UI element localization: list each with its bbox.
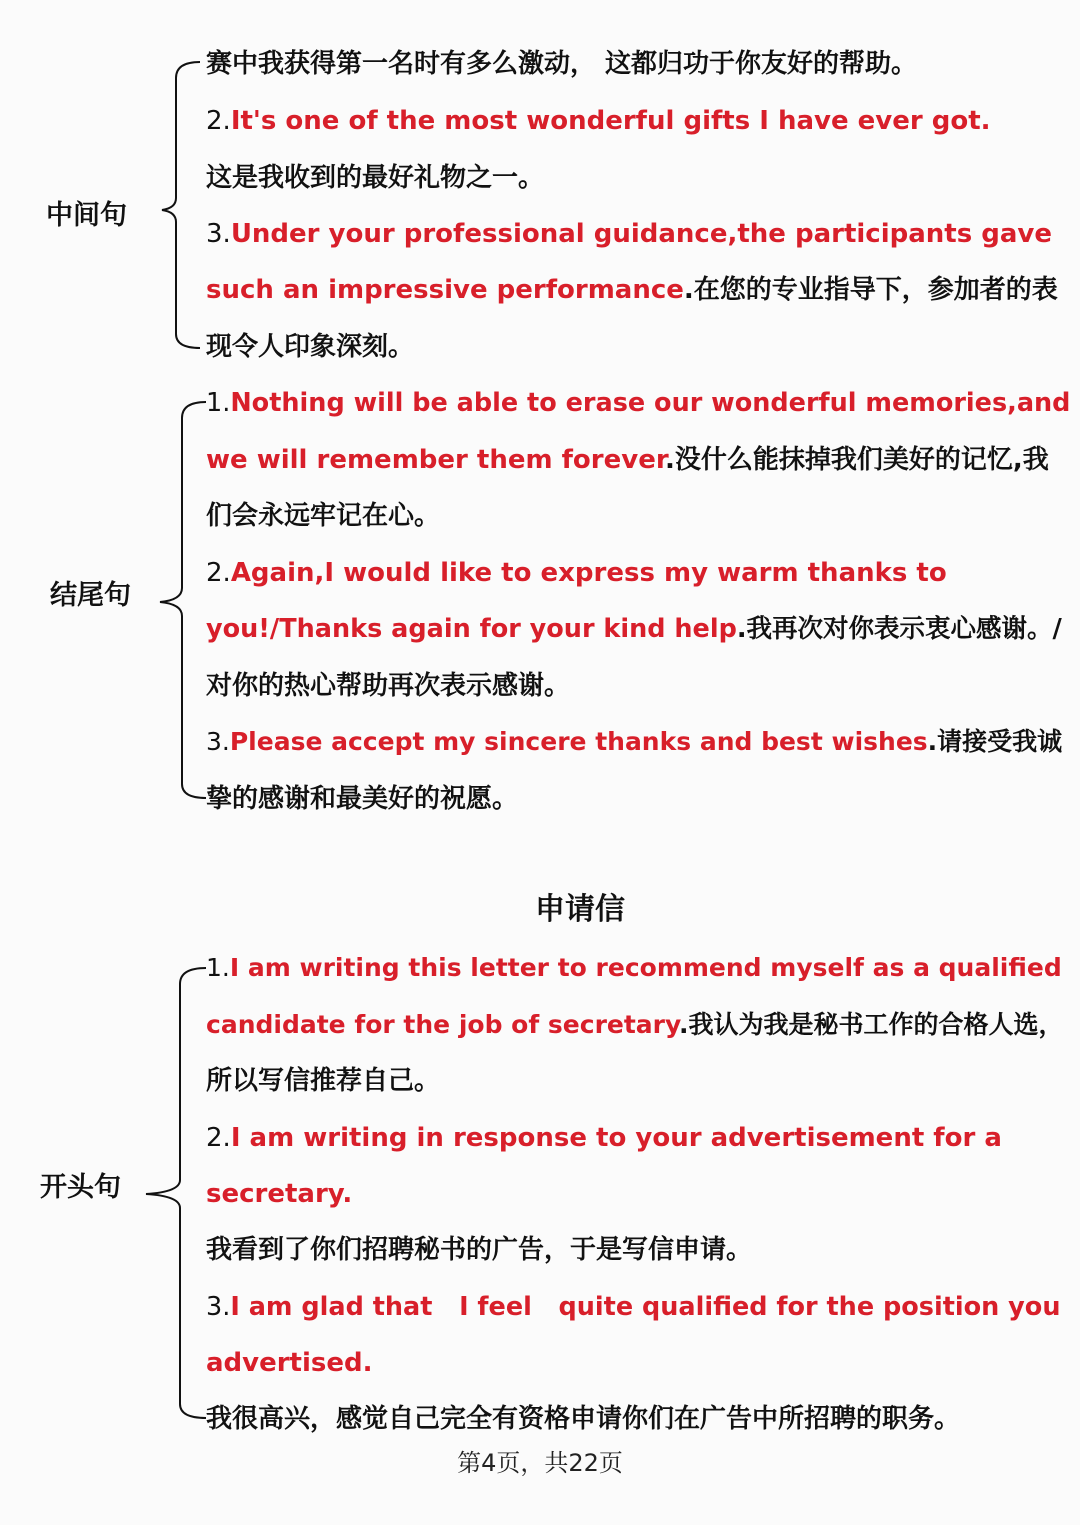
en-text: advertised. — [206, 1348, 373, 1378]
ending-line-7 — [206, 779, 518, 819]
section-label-opening: 开头句 — [40, 1172, 121, 1203]
item-number: 1. — [206, 388, 231, 418]
en-text: I am writing in response to your advertisement for a — [230, 1123, 1002, 1153]
cn-text: 挚的感谢和最美好的祝愿。 — [206, 784, 519, 814]
en-text: Nothing will be able to erase our wonderful memories,and — [230, 388, 1071, 418]
opening-line-7 — [206, 1343, 373, 1383]
en-text: Again,I would like to express my warm thanks to — [230, 558, 947, 588]
middle-line-2 — [206, 158, 544, 198]
opening-line-6 — [206, 1287, 1060, 1327]
cn-text: .没什么能抹掉我们美好的记忆,我 — [664, 445, 1049, 475]
en-text: secretary. — [206, 1179, 353, 1209]
en-text: you!/Thanks again for your kind help — [206, 614, 737, 644]
en-text: I am writing this letter to recommend myself as a qualified — [229, 953, 1062, 982]
opening-brace — [146, 968, 206, 1418]
cn-text: 我看到了你们招聘秘书的广告，于是写信申请。 — [206, 1235, 753, 1265]
item-number: 3. — [206, 727, 230, 756]
middle-line-3 — [206, 214, 1052, 254]
section-title-application: 申请信 — [535, 892, 625, 927]
opening-line-3 — [206, 1118, 1002, 1158]
cn-text: .在您的专业指导下，参加者的表 — [683, 275, 1058, 305]
en-text: candidate for the job of secretary — [206, 1010, 680, 1039]
en-text: such an impressive performance — [206, 275, 684, 305]
ending-line-5 — [206, 666, 570, 706]
page-number-footer: 第4页，共22页 — [457, 1449, 623, 1477]
ending-line-2 — [206, 496, 440, 536]
item-number: 3. — [206, 219, 231, 249]
cn-text: .我再次对你表示衷心感谢。/ — [736, 614, 1062, 644]
item-number: 1. — [206, 953, 230, 982]
cn-text: 现令人印象深刻。 — [206, 332, 415, 362]
item-number: 2. — [206, 106, 231, 136]
middle-line-5 — [206, 327, 414, 367]
en-text: we will remember them forever — [206, 445, 665, 475]
opening-line-1 — [206, 1005, 1064, 1045]
cn-text: .请接受我诚 — [927, 727, 1063, 756]
en-text: I am glad that I feel quite qualified for the position you — [230, 1292, 1061, 1322]
opening-line-2 — [206, 1061, 440, 1101]
item-number: 2. — [206, 558, 231, 588]
ending-line-0 — [206, 383, 1070, 423]
middle-brace — [162, 62, 200, 348]
cn-text: 这是我收到的最好礼物之一。 — [206, 163, 545, 193]
cn-text: 赛中我获得第一名时有多么激动， 这都归功于你友好的帮助。 — [206, 49, 918, 79]
middle-line-1 — [206, 101, 991, 141]
item-number: 3. — [206, 1292, 231, 1322]
opening-line-5 — [206, 1230, 752, 1270]
ending-line-4 — [206, 609, 1062, 649]
item-number: 2. — [206, 1123, 231, 1153]
ending-brace — [160, 402, 206, 798]
opening-line-4 — [206, 1174, 352, 1214]
section-label-ending: 结尾句 — [50, 580, 131, 611]
section-label-middle: 中间句 — [46, 200, 127, 231]
ending-line-6 — [206, 722, 1062, 762]
opening-line-0 — [206, 948, 1062, 988]
middle-line-0 — [206, 44, 917, 84]
cn-text: 们会永远牢记在心。 — [206, 501, 441, 531]
cn-text: 所以写信推荐自己。 — [206, 1066, 441, 1096]
ending-line-3 — [206, 553, 947, 593]
opening-line-8 — [206, 1399, 960, 1439]
en-text: Please accept my sincere thanks and best wishes — [229, 727, 928, 756]
en-text: It's one of the most wonderful gifts I have ever got. — [230, 106, 991, 136]
en-text: Under your professional guidance,the participants gave — [230, 219, 1052, 249]
ending-line-1 — [206, 440, 1049, 480]
cn-text: .我认为我是秘书工作的合格人选， — [679, 1010, 1064, 1039]
middle-line-4 — [206, 270, 1058, 310]
cn-text: 对你的热心帮助再次表示感谢。 — [206, 671, 571, 701]
cn-text: 我很高兴，感觉自己完全有资格申请你们在广告中所招聘的职务。 — [206, 1404, 961, 1434]
